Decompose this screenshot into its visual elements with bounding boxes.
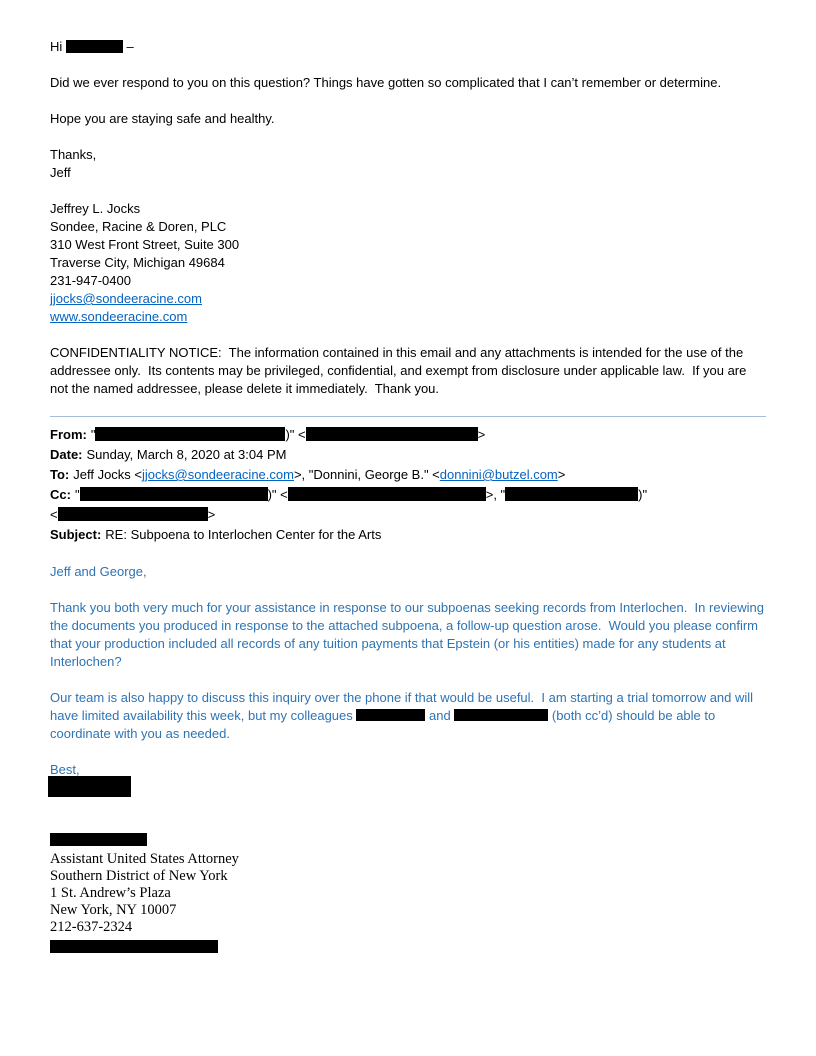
subject-label: Subject: bbox=[50, 527, 102, 542]
greeting-prefix: Hi bbox=[50, 39, 66, 54]
from-label: From: bbox=[50, 427, 87, 442]
thread-divider bbox=[50, 416, 766, 417]
header-to-line bbox=[50, 465, 766, 485]
signature-city: Traverse City, Michigan 49684 bbox=[50, 255, 225, 270]
from-seg3: > bbox=[477, 427, 486, 442]
cc-seg2: )" < bbox=[267, 487, 288, 502]
cc-seg4: )" bbox=[638, 487, 648, 502]
to-seg1: Jeff Jocks < bbox=[73, 467, 143, 482]
sender-signature-block bbox=[50, 200, 766, 326]
closing-thanks: Thanks, bbox=[50, 147, 97, 162]
redacted-from-email bbox=[306, 427, 478, 441]
reply-salutation: Jeff and George, bbox=[50, 564, 147, 579]
closing-block bbox=[50, 146, 766, 182]
greeting-suffix: – bbox=[122, 39, 134, 54]
to-label: To: bbox=[50, 467, 70, 482]
header-cc-line-2 bbox=[50, 505, 766, 525]
signature-email-link[interactable]: jjocks@sondeeracine.com bbox=[50, 291, 202, 306]
closing-name: Jeff bbox=[50, 165, 71, 180]
cc-label: Cc: bbox=[50, 487, 71, 502]
redacted-sender-name-block bbox=[48, 776, 131, 797]
date-label: Date: bbox=[50, 447, 83, 462]
header-cc-line-1 bbox=[50, 485, 766, 505]
redacted-colleague-2 bbox=[454, 709, 548, 721]
to-email-link-2[interactable]: donnini@butzel.com bbox=[439, 467, 558, 482]
date-value: Sunday, March 8, 2020 at 3:04 PM bbox=[86, 447, 287, 462]
body-paragraph-2: Hope you are staying safe and healthy. bbox=[50, 111, 275, 126]
signature-website-link[interactable]: www.sondeeracine.com bbox=[50, 309, 188, 324]
reply-para2-part3: (both cc’d) should be able to coordinate with you as needed. bbox=[50, 708, 719, 741]
from-seg2: )" < bbox=[285, 427, 306, 442]
reply-closing: Best, bbox=[50, 762, 80, 777]
header-from-line bbox=[50, 425, 766, 445]
header-date-line bbox=[50, 445, 766, 465]
redacted-signature-name-bar bbox=[50, 833, 147, 846]
to-seg2: >, "Donnini, George B." < bbox=[293, 467, 440, 482]
redacted-recipient-name bbox=[66, 40, 123, 53]
redacted-from-name bbox=[95, 427, 285, 441]
cc-seg1: " bbox=[74, 487, 80, 502]
quoted-header-block bbox=[50, 425, 766, 545]
cc-seg6: > bbox=[207, 507, 216, 522]
signature-address-1: 1 St. Andrew’s Plaza bbox=[50, 885, 171, 901]
signature-office: Southern District of New York bbox=[50, 868, 228, 884]
greeting-line bbox=[50, 38, 766, 56]
signature-street: 310 West Front Street, Suite 300 bbox=[50, 237, 240, 252]
cc-seg5: < bbox=[50, 507, 58, 522]
reply-paragraph-2 bbox=[50, 689, 766, 743]
body-paragraph-1: Did we ever respond to you on this question? Things have gotten so complicated that I can’t remember or determine. bbox=[50, 75, 722, 90]
cc-seg3: >, " bbox=[485, 487, 506, 502]
signature-firm: Sondee, Racine & Doren, PLC bbox=[50, 219, 227, 234]
header-subject-line bbox=[50, 525, 766, 545]
to-seg3: > bbox=[557, 467, 566, 482]
redacted-cc-name-1 bbox=[80, 487, 268, 501]
reply-para2-part2: and bbox=[425, 708, 455, 723]
reply-para2-part1: Our team is also happy to discuss this inquiry over the phone if that would be useful. I am starting a trial tomorrow and will have limited availability this week, but my colleagues bbox=[50, 690, 757, 723]
sdny-signature-block bbox=[50, 833, 766, 953]
signature-title: Assistant United States Attorney bbox=[50, 851, 239, 867]
from-seg1: " bbox=[90, 427, 96, 442]
subject-value: RE: Subpoena to Interlochen Center for the Arts bbox=[105, 527, 382, 542]
redacted-cc-name-2 bbox=[505, 487, 638, 501]
redacted-cc-email-2 bbox=[58, 507, 208, 521]
redacted-cc-email-1 bbox=[288, 487, 486, 501]
reply-paragraph-1: Thank you both very much for your assistance in response to our subpoenas seeking records from Interlochen. In reviewing the documents you produced in response to the attached subpoena, a follow-up question arose. Would you please confirm that your production included all records of any tuition payments that Epstein (or his entities) made for any students at Interlochen? bbox=[50, 600, 768, 669]
signature-phone: 231-947-0400 bbox=[50, 273, 131, 288]
signature-phone-sdny: 212-637-2324 bbox=[50, 919, 133, 935]
signature-address-2: New York, NY 10007 bbox=[50, 902, 177, 918]
redacted-signature-email-bar bbox=[50, 940, 218, 953]
confidentiality-notice: CONFIDENTIALITY NOTICE: The information contained in this email and any attachments is intended for the use of the addressee only. Its contents may be privileged, confidential, and exempt from disclosure under applicable law. If you are not the named addressee, please delete it immediately. Thank you. bbox=[50, 345, 750, 396]
signature-name: Jeffrey L. Jocks bbox=[50, 201, 141, 216]
to-email-link-1[interactable]: jjocks@sondeeracine.com bbox=[142, 467, 294, 482]
redacted-colleague-1 bbox=[356, 709, 425, 721]
